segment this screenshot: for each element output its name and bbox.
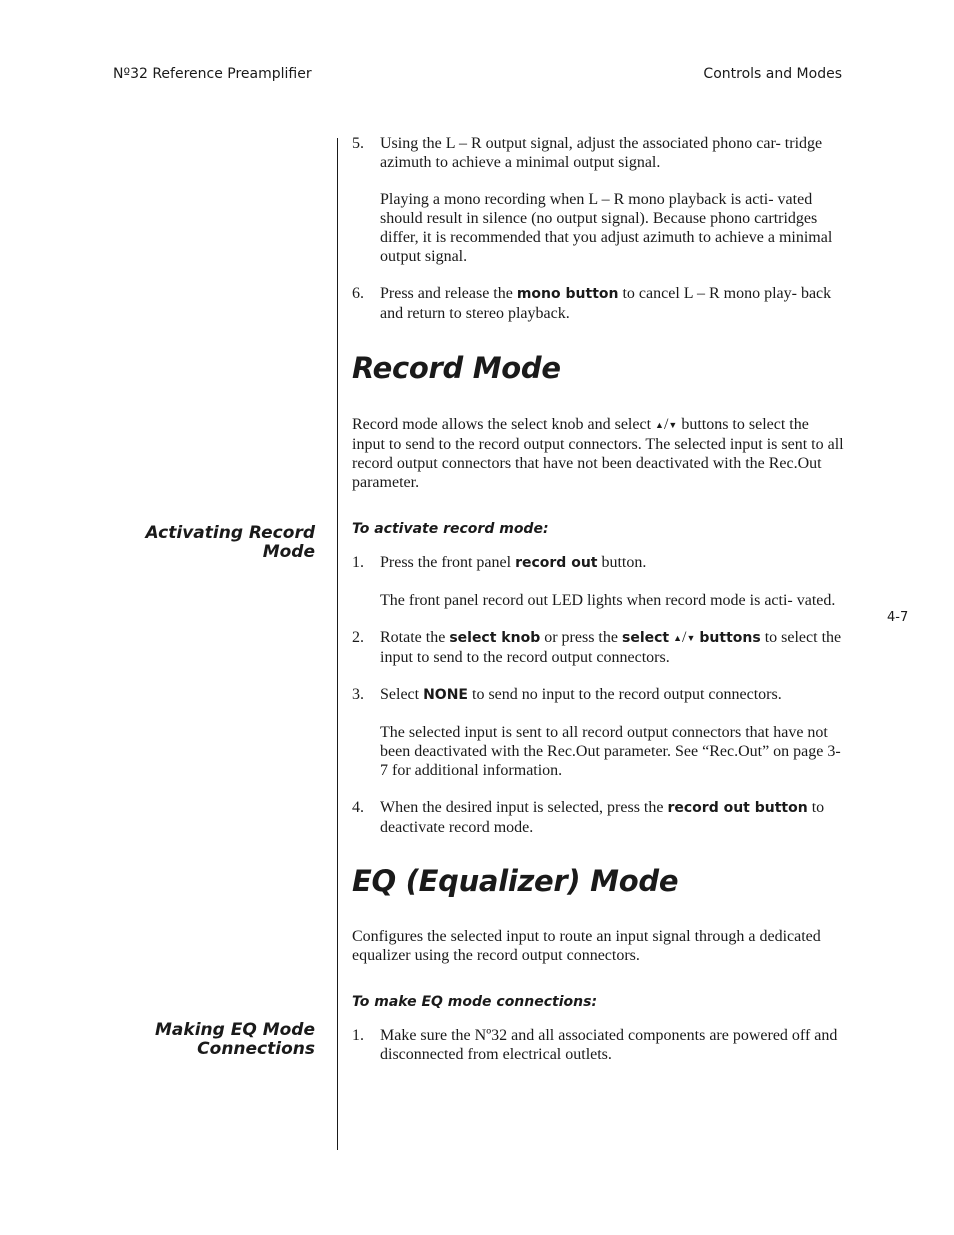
procedure-title-eq-connections: To make EQ mode connections:	[352, 994, 598, 1010]
ui-term: select	[621, 630, 670, 646]
section-title-record-mode: Record Mode	[352, 351, 561, 385]
arrow-up-icon: ▲	[655, 420, 664, 430]
ui-term: record out	[515, 555, 598, 571]
running-header-section: Controls and Modes	[703, 66, 842, 82]
step-number: 1.	[352, 1027, 364, 1044]
arrow-up-icon: ▲	[673, 633, 683, 643]
ui-term: NONE	[423, 687, 468, 703]
ui-term: buttons	[699, 630, 761, 646]
side-heading-eq-connections: Making EQ Mode Connections	[155, 1020, 315, 1059]
ui-term: record out button	[667, 800, 808, 816]
margin-rule	[337, 138, 338, 1150]
section-title-eq-mode: EQ (Equalizer) Mode	[352, 864, 679, 898]
step-number: 6.	[352, 285, 364, 302]
ui-term: mono button	[516, 286, 619, 302]
step-text: When the desired input is selected, press the record out button to deactivate record mode.	[380, 799, 825, 836]
step-text: Press and release the mono button to cancel L – R mono play- back and return to stereo playback.	[380, 285, 832, 322]
step-number: 4.	[352, 799, 364, 816]
step-text: Press the front panel record out button.	[380, 554, 647, 571]
step-note: The selected input is sent to all record output connectors that have not been deactivated with the Rec.Out parameter. See “Rec.Out” on page 3-7 for additional information.	[380, 724, 841, 779]
record-mode-intro: Record mode allows the select knob and select ▲/▼ buttons to select the input to send to the record output connectors. The selected input is sent to all record output connectors that have not been deactivated with the Rec.Out parameter.	[352, 416, 844, 491]
side-heading-activating-record: Activating Record Mode	[145, 523, 315, 562]
arrow-down-icon: ▼	[668, 420, 678, 430]
step-text: Make sure the Nº32 and all associated components are powered off and disconnected from electrical outlets.	[380, 1027, 838, 1063]
record-step-3	[352, 685, 844, 780]
record-step-4	[352, 798, 844, 837]
step-5	[352, 134, 844, 266]
step-number: 5.	[352, 135, 364, 152]
step-6	[352, 284, 844, 323]
main-column	[352, 134, 844, 1064]
eq-step-1	[352, 1026, 844, 1064]
step-text: Using the L – R output signal, adjust the associated phono car- tridge azimuth to achieve a minimal output signal.	[380, 135, 823, 171]
step-text: Rotate the select knob or press the select ▲/▼ buttons to select the input to send to the record output connectors.	[380, 629, 842, 666]
record-step-1	[352, 553, 844, 610]
eq-mode-intro: Configures the selected input to route an input signal through a dedicated equalizer using the record output connectors.	[352, 928, 821, 964]
procedure-title-activate-record: To activate record mode:	[352, 521, 549, 537]
step-note: Playing a mono recording when L – R mono playback is acti- vated should result in silence (no output signal). Because phono cartridges differ, it is recommended that you adjust azimuth to achieve a minimal output signal.	[380, 191, 833, 265]
step-number: 2.	[352, 629, 364, 646]
step-number: 1.	[352, 554, 364, 571]
ui-term: select knob	[449, 630, 541, 646]
step-note: The front panel record out LED lights when record mode is acti- vated.	[380, 592, 836, 609]
step-number: 3.	[352, 686, 364, 703]
step-text: Select NONE to send no input to the record output connectors.	[380, 686, 782, 703]
page-number: 4-7	[887, 610, 909, 625]
running-header-title: Nº32 Reference Preamplifier	[113, 66, 312, 82]
record-step-2	[352, 628, 844, 667]
arrow-down-icon: ▼	[686, 633, 696, 643]
